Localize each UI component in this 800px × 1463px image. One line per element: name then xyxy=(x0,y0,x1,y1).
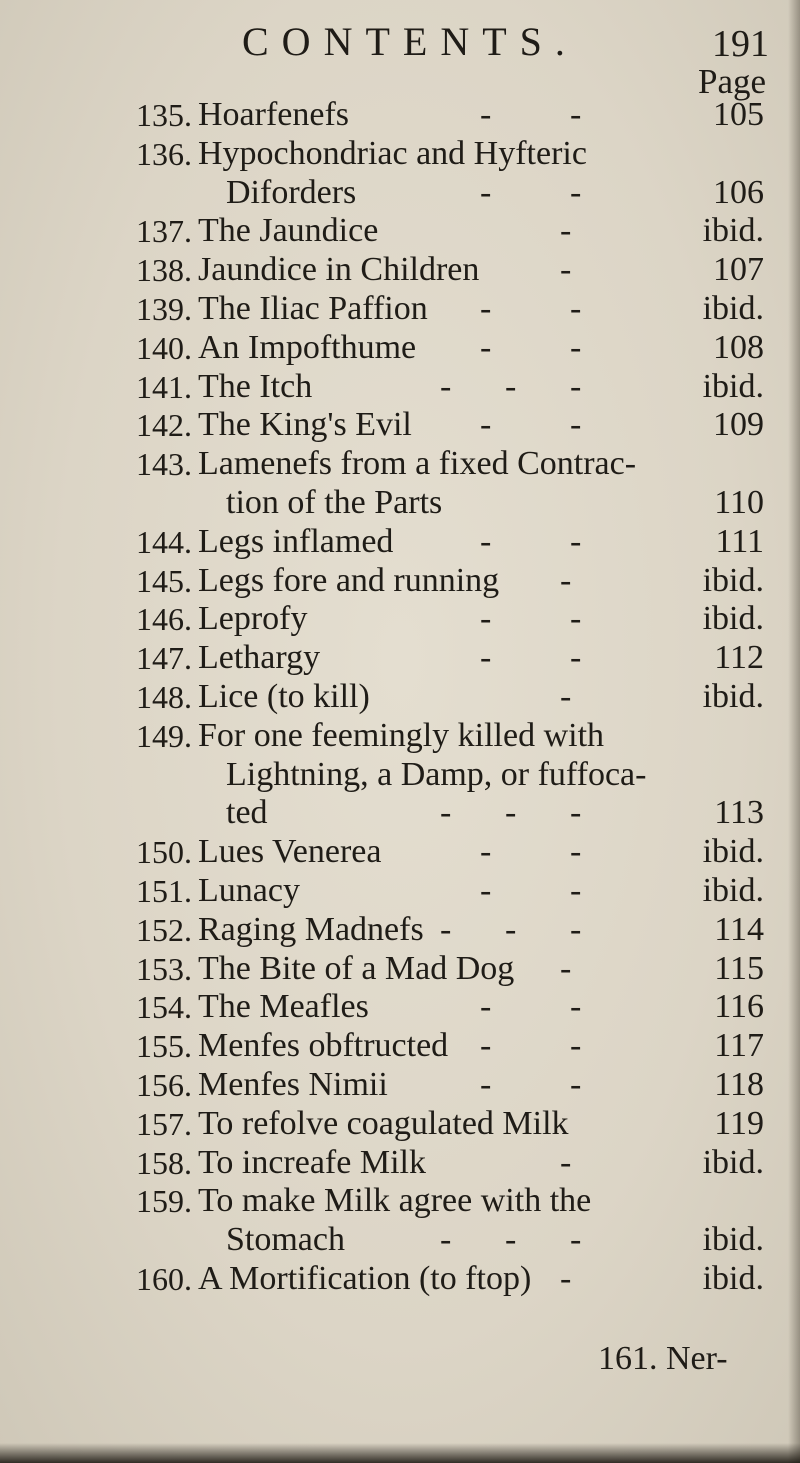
contents-entry-line xyxy=(0,1027,800,1066)
entry-number: 143. xyxy=(136,446,192,483)
contents-entry-line xyxy=(0,174,800,213)
leader-dash: - xyxy=(570,173,582,211)
contents-entry-line xyxy=(0,251,800,290)
entry-page: ibid. xyxy=(702,367,764,405)
entry-title: Hoarfenefs xyxy=(198,96,350,133)
leader-dash: - xyxy=(480,988,492,1026)
leader-dash: - xyxy=(560,561,572,599)
contents-entry-line xyxy=(0,950,800,989)
leader-dash: - xyxy=(505,910,517,948)
entry-number: 141. xyxy=(136,368,192,405)
entry-number: 138. xyxy=(136,252,192,289)
entry-page: 108 xyxy=(713,328,764,366)
leader-dash: - xyxy=(560,251,572,289)
leader-dash: - xyxy=(570,833,582,871)
entry-title: Leprofy xyxy=(198,600,308,638)
entry-page: 105 xyxy=(713,96,764,133)
contents-entry-line xyxy=(0,794,800,833)
entry-page: ibid. xyxy=(702,1259,764,1297)
entry-number: 140. xyxy=(136,329,192,366)
entry-number: 159. xyxy=(136,1183,192,1220)
contents-entry-line xyxy=(0,1144,800,1183)
entry-title: Menfes obftructed xyxy=(198,1027,449,1065)
leader-dash: - xyxy=(440,794,452,832)
leader-dash: - xyxy=(570,988,582,1026)
entry-page: 106 xyxy=(713,173,764,211)
page-column-label: Page xyxy=(698,62,767,101)
entry-number: 137. xyxy=(136,213,192,250)
leader-dash: - xyxy=(480,173,492,211)
entry-number: 153. xyxy=(136,950,192,987)
entry-number: 144. xyxy=(136,523,192,560)
leader-dash: - xyxy=(440,367,452,405)
leader-dash: - xyxy=(570,600,582,638)
leader-dash: - xyxy=(570,289,582,327)
contents-list xyxy=(0,96,800,1299)
entry-page: 113 xyxy=(714,794,764,832)
contents-entry-line xyxy=(0,445,800,484)
entry-title: Lethargy xyxy=(198,639,321,677)
entry-number: 148. xyxy=(136,678,192,715)
leader-dash: - xyxy=(480,289,492,327)
entry-number: 156. xyxy=(136,1066,192,1103)
leader-dash: - xyxy=(480,1065,492,1103)
entry-page: 107 xyxy=(713,251,764,289)
entry-page: ibid. xyxy=(702,677,764,715)
contents-entry-line xyxy=(0,872,800,911)
entry-page: 118 xyxy=(714,1065,764,1103)
contents-entry-line xyxy=(0,833,800,872)
contents-entry-line xyxy=(0,600,800,639)
entry-number: 157. xyxy=(136,1105,192,1142)
entry-title: Lamenefs from a fixed Contrac- xyxy=(198,445,637,483)
entry-title: An Impofthume xyxy=(198,328,417,366)
entry-page: 109 xyxy=(713,406,764,444)
entry-number: 155. xyxy=(136,1028,192,1065)
entry-number: 151. xyxy=(136,872,192,909)
entry-page: ibid. xyxy=(702,833,764,871)
leader-dash: - xyxy=(560,949,572,987)
contents-entry-line xyxy=(0,212,800,251)
entry-title: Lightning, a Damp, or fuffoca- xyxy=(226,755,647,793)
entry-title: ted xyxy=(226,794,268,832)
entry-page: ibid. xyxy=(702,289,764,327)
contents-entry-line xyxy=(0,1105,800,1144)
entry-number: 149. xyxy=(136,717,192,754)
entry-title: Legs fore and running xyxy=(198,561,500,599)
entry-page: ibid. xyxy=(702,1221,764,1259)
running-header xyxy=(0,18,800,78)
leader-dash: - xyxy=(480,96,492,133)
contents-entry-line xyxy=(0,368,800,407)
entry-number: 135. xyxy=(136,97,192,133)
entry-page: ibid. xyxy=(702,1143,764,1181)
entry-number: 150. xyxy=(136,834,192,871)
entry-title: The Jaundice xyxy=(198,212,379,250)
contents-entry-line xyxy=(0,988,800,1027)
entry-number: 160. xyxy=(136,1260,192,1297)
entry-title: To refolve coagulated Milk xyxy=(198,1104,569,1142)
leader-dash: - xyxy=(480,1027,492,1065)
leader-dash: - xyxy=(480,600,492,638)
contents-entry-line xyxy=(0,717,800,756)
entry-title: The Itch xyxy=(198,367,313,405)
entry-title: The Meafles xyxy=(198,988,369,1026)
catchword: 161. Ner- xyxy=(598,1340,728,1377)
entry-page: ibid. xyxy=(702,561,764,599)
entry-title: Menfes Nimii xyxy=(198,1065,388,1103)
leader-dash: - xyxy=(560,677,572,715)
leader-dash: - xyxy=(440,910,452,948)
entry-page: ibid. xyxy=(702,871,764,909)
leader-dash: - xyxy=(560,1143,572,1181)
entry-number: 152. xyxy=(136,911,192,948)
entry-title: To make Milk agree with the xyxy=(198,1182,592,1220)
entry-page: 115 xyxy=(714,949,764,987)
leader-dash: - xyxy=(480,871,492,909)
contents-entry-line xyxy=(0,562,800,601)
entry-number: 158. xyxy=(136,1144,192,1181)
leader-dash: - xyxy=(505,1221,517,1259)
entry-title: Lues Venerea xyxy=(198,833,382,871)
leader-dash: - xyxy=(480,522,492,560)
entry-title: The Iliac Paffion xyxy=(198,289,428,327)
entry-title: Jaundice in Children xyxy=(198,251,480,289)
leader-dash: - xyxy=(480,833,492,871)
entry-title: The King's Evil xyxy=(198,406,412,444)
entry-number: 154. xyxy=(136,989,192,1026)
leader-dash: - xyxy=(570,406,582,444)
entry-page: 110 xyxy=(714,483,764,521)
entry-page: 112 xyxy=(714,639,764,677)
contents-entry-line xyxy=(0,911,800,950)
leader-dash: - xyxy=(480,406,492,444)
leader-dash: - xyxy=(440,1221,452,1259)
leader-dash: - xyxy=(570,96,582,133)
contents-entry-line xyxy=(0,96,800,135)
page-bottom-shadow xyxy=(0,1443,800,1463)
leader-dash: - xyxy=(570,871,582,909)
leader-dash: - xyxy=(570,910,582,948)
contents-entry-line xyxy=(0,1221,800,1260)
leader-dash: - xyxy=(570,1221,582,1259)
entry-title: A Mortification (to ftop) xyxy=(198,1259,532,1297)
contents-entry-line xyxy=(0,484,800,523)
contents-entry-line xyxy=(0,1066,800,1105)
leader-dash: - xyxy=(570,367,582,405)
page-title: CONTENTS. xyxy=(242,19,578,64)
entry-title: tion of the Parts xyxy=(226,483,443,521)
entry-number: 136. xyxy=(136,135,192,172)
leader-dash: - xyxy=(505,794,517,832)
entry-number: 139. xyxy=(136,290,192,327)
leader-dash: - xyxy=(570,1065,582,1103)
entry-title: For one feemingly killed with xyxy=(198,716,605,754)
leader-dash: - xyxy=(505,367,517,405)
entry-title: Stomach xyxy=(226,1221,345,1259)
entry-page: 119 xyxy=(714,1104,764,1142)
contents-entry-line xyxy=(0,135,800,174)
leader-dash: - xyxy=(570,1027,582,1065)
entry-title: Diforders xyxy=(226,173,357,211)
contents-entry-line xyxy=(0,1260,800,1299)
contents-entry-line xyxy=(0,678,800,717)
contents-entry-line xyxy=(0,756,800,795)
leader-dash: - xyxy=(560,1259,572,1297)
entry-title: The Bite of a Mad Dog xyxy=(198,949,515,987)
entry-page: 114 xyxy=(714,910,764,948)
entry-page: 111 xyxy=(715,522,764,560)
contents-entry-line xyxy=(0,1182,800,1221)
entry-page: ibid. xyxy=(702,212,764,250)
entry-number: 142. xyxy=(136,407,192,444)
leader-dash: - xyxy=(480,639,492,677)
contents-entry-line xyxy=(0,290,800,329)
leader-dash: - xyxy=(560,212,572,250)
entry-number: 146. xyxy=(136,601,192,638)
entry-title: Lunacy xyxy=(198,871,300,909)
contents-entry-line xyxy=(0,639,800,678)
contents-entry-line xyxy=(0,406,800,445)
entry-page: 116 xyxy=(714,988,764,1026)
contents-entry-line xyxy=(0,329,800,368)
leader-dash: - xyxy=(570,794,582,832)
entry-title: To increafe Milk xyxy=(198,1143,426,1181)
leader-dash: - xyxy=(570,328,582,366)
entry-number: 145. xyxy=(136,562,192,599)
entry-number: 147. xyxy=(136,640,192,677)
entry-page: ibid. xyxy=(702,600,764,638)
contents-entry-line xyxy=(0,523,800,562)
entry-title: Raging Madnefs xyxy=(198,910,424,948)
entry-title: Legs inflamed xyxy=(198,522,394,560)
leader-dash: - xyxy=(570,639,582,677)
leader-dash: - xyxy=(570,522,582,560)
entry-title: Lice (to kill) xyxy=(198,677,370,715)
leader-dash: - xyxy=(480,328,492,366)
page-edge-shadow xyxy=(788,0,800,1463)
entry-title: Hypochondriac and Hyfteric xyxy=(198,134,587,172)
page-number: 191 xyxy=(712,23,769,65)
entry-page: 117 xyxy=(714,1027,764,1065)
